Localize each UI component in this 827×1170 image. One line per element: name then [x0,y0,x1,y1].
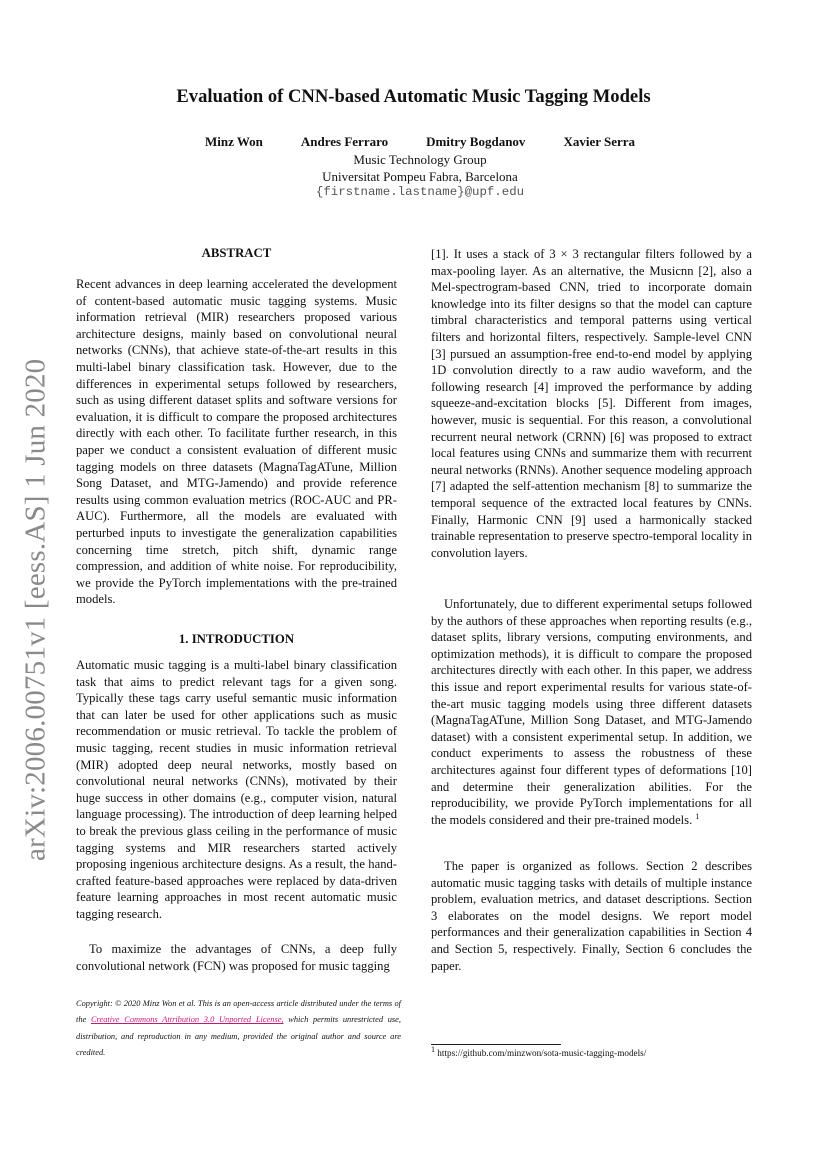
affiliation-group: Music Technology Group [353,152,487,167]
abstract-paragraph: Recent advances in deep learning accelerated the development of content-based automatic music tagging systems. Music information retrieval (MIR) researchers proposed various architecture designs, mainly based on convolutional neural networks (CNNs), that achieve state-of-the-art results in this multi-label binary classification task. However, due to the differences in experimental setups followed by researchers, such as using different dataset splits and software versions for evaluation, it is difficult to compare the proposed architectures directly with each other. To facilitate further research, in this paper we conduct a consistent evaluation of different music tagging models on three datasets (MagnaTagATune, Million Song Dataset, and MTG-Jamendo) and provide reference results using common evaluation metrics (ROC-AUC and PR-AUC). Furthermore, all the models are evaluated with perturbed inputs to investigate the generalization capabilities concerning time stretch, pitch shift, dynamic range compression, and addition of white noise. For reproducibility, we provide the PyTorch implementations with the pre-trained models. [76,277,397,607]
copyright-prefix: Copyright: © 2020 Minz Won et al. This is an open-access article distributed under the terms of the [76,999,401,1025]
introduction-heading: 1. INTRODUCTION [178,632,295,646]
author-name: Andres Ferraro [300,134,389,149]
intro-paragraph-4 [431,596,752,828]
intro-paragraph-2: To maximize the advantages of CNNs, a deep fully convolutional network (FCN) was proposed for music tagging [76,942,397,973]
intro-paragraph-1: Automatic music tagging is a multi-label binary classification task that aims to predict relevant tags for a given song. Typically these tags carry useful semantic music information that can later be used for other applications such as music recommendation or music retrieval. To tackle the problem of music tagging, recent studies in music information retrieval (MIR) adopted deep neural networks, mostly based on convolutional neural networks (CNNs), motivated by their huge success in other domains (e.g., computer vision, natural language processing). The introduction of deep learning helped to break the previous glass ceiling in the performance of music tagging systems and MIR researchers started actively proposing ingenious architecture designs. As a result, the hand-crafted feature-based approaches were replaced by data-driven feature learning approaches in most recent automatic music tagging research. [76,658,397,921]
copyright-suffix: which permits unrestricted use, distribution, and reproduction in any medium, provided the original author and source are credited. [76,1015,401,1058]
introduction-column-left-end [76,941,397,974]
footnote-url[interactable]: https://github.com/minzwon/sota-music-tagging-models/ [437,1048,647,1058]
intro-paragraph-5: The paper is organized as follows. Section 2 describes automatic music tagging tasks with details of multiple instance problem, evaluation metrics, and dataset descriptions. Section 3 elaborates on the model designs. We report model performances and their generalization capabilities in Section 4 and Section 5, respectively. Finally, Section 6 concludes the paper. [431,859,752,973]
footnote-marker[interactable]: 1 [695,811,700,821]
intro-paragraph-3: [1]. It uses a stack of 3 × 3 rectangular filters followed by a max-pooling layer. As an alternative, the Musicnn [2], also a Mel-spectrogram-based CNN, tried to incorporate domain knowledge into its filter designs so that the model can capture timbral characteristics and temporal patterns using vertical filters and horizontal filters, respectively. Sample-level CNN [3] pursued an assumption-free end-to-end model by applying 1D convolution directly to a raw audio waveform, and the following research [4] improved the performance by adding squeeze-and-excitation blocks [5]. Different from images, however, music is sequential. For this reason, a convolutional recurrent neural network (CRNN) [6] was proposed to extract local features using CNNs and summarize them with recurrent neural networks (RNNs). Another sequence modeling approach [7] adapted the self-attention mechanism [8] to summarize the temporal sequence of the extracted local features by CNNs. Finally, Harmonic CNN [9] used a harmonically stacked trainable representation to preserve spectro-temporal locality in convolution layers. [431,247,752,560]
author-list [150,134,690,150]
introduction-column-left [76,657,397,923]
author-email: {firstname.lastname}@upf.edu [315,185,525,199]
license-link[interactable]: Creative Commons Attribution 3.0 Unported License, [90,1015,284,1025]
author-name: Dmitry Bogdanov [426,134,526,149]
copyright-notice [76,996,401,1062]
abstract-heading: ABSTRACT [201,246,272,260]
author-name: Minz Won [204,134,263,149]
introduction-column-right-2 [431,596,752,828]
affiliation-university: Universitat Pompeu Fabra, Barcelona [322,169,518,184]
introduction-column-right-1 [431,246,752,561]
footnote [431,1044,752,1058]
abstract-text [76,276,397,608]
author-name: Xavier Serra [563,134,636,149]
footnote-divider [431,1044,561,1045]
arxiv-identifier: arXiv:2006.00751v1 [eess.AS] 1 Jun 2020 [19,358,52,861]
intro-paragraph-4-text: Unfortunately, due to different experimental setups followed by the authors of these approaches when reporting results (e.g., dataset splits, library versions, computing environments, and optimization methods), it is difficult to compare the proposed architectures directly with each other. In this paper, we address this issue and report experimental results for various state-of-the-art music tagging models using three different datasets (MagnaTagATune, Million Song Dataset, and MTG-Jamendo dataset) with a consistent experimental setup. In addition, we conduct experiments to assess the robustness of these architectures against four different types of deformations [10] and determine their generalization abilities. For the reproducibility, we provide PyTorch implementations for all the models considered and their pre-trained models. [431,597,752,827]
paper-title: Evaluation of CNN-based Automatic Music Tagging Models [176,86,651,107]
footnote-number: 1 [431,1044,435,1054]
introduction-column-right-3 [431,858,752,974]
